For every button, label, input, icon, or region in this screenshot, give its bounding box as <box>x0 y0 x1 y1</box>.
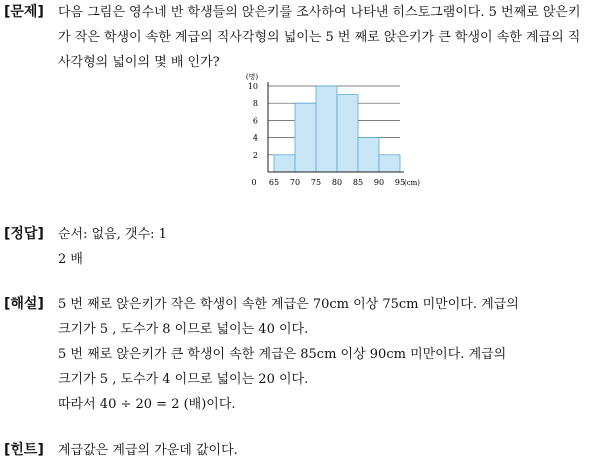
answer-line-2: 2 배 <box>58 252 83 267</box>
solution-line-3: 5 번 째로 앉은키가 큰 학생이 속한 계급은 85cm 이상 90cm 미만이다. 계급의 <box>58 347 507 362</box>
x-tick-label: 75 <box>310 178 322 187</box>
problem-paragraph: 다음 그림은 영수네 반 학생들의 앉은키를 조사하여 나타낸 히스토그램이다. 5 번째로 앉은키가 작은 학생이 속한 계급의 직사각형의 넓이는 5 번 째로 앉은키가 큰 학생이 속한 계급의 직사각형의 넓이의 몇 배 인가? <box>58 5 581 70</box>
histogram-bar <box>274 155 295 172</box>
histogram <box>232 72 422 201</box>
solution-line-5: 따라서 40 ÷ 20 = 2 (배)이다. <box>58 397 236 412</box>
solution-line-1: 5 번 째로 앉은키가 작은 학생이 속한 계급은 70cm 이상 75cm 미만이다. 계급의 <box>58 297 519 312</box>
solution-line-4: 크기가 5 , 도수가 4 이므로 넓이는 20 이다. <box>58 372 309 387</box>
y-axis-label: (명) <box>245 73 259 81</box>
x-tick-label: 95 <box>394 178 406 187</box>
x-tick-label: 85 <box>352 178 364 187</box>
x-tick-label: 90 <box>373 178 385 187</box>
x-tick-label: 80 <box>331 178 343 187</box>
hint-block <box>58 438 588 463</box>
y-tick-label: 10 <box>247 82 258 91</box>
problem-label: [문제] <box>4 4 44 20</box>
hint-text: 계급값은 계급의 가운데 값이다. <box>58 443 238 458</box>
histogram-bar <box>379 155 400 172</box>
x-tick-label: 70 <box>289 178 301 187</box>
y-tick-label: 2 <box>252 150 258 160</box>
y-tick-label: 6 <box>252 116 258 126</box>
hint-label: [힌트] <box>4 442 44 458</box>
x-axis-label: (cm) <box>404 179 421 187</box>
histogram-bar <box>358 138 379 172</box>
histogram-bar <box>295 103 316 172</box>
histogram-svg <box>232 72 422 197</box>
x-tick-label: 65 <box>268 178 280 187</box>
solution-block <box>58 292 588 417</box>
y-tick-label: 4 <box>252 133 258 143</box>
answer-block <box>58 222 588 272</box>
histogram-bar <box>316 86 337 172</box>
answer-line-1: 순서: 없음, 갯수: 1 <box>58 227 167 242</box>
solution-label: [해설] <box>4 296 44 312</box>
origin-label: 0 <box>251 178 257 187</box>
solution-line-2: 크기가 5 , 도수가 8 이므로 넓이는 40 이다. <box>58 322 309 337</box>
y-tick-label: 8 <box>252 99 258 109</box>
histogram-bar <box>337 95 358 172</box>
problem-text <box>58 0 588 75</box>
answer-label: [정답] <box>4 226 44 242</box>
